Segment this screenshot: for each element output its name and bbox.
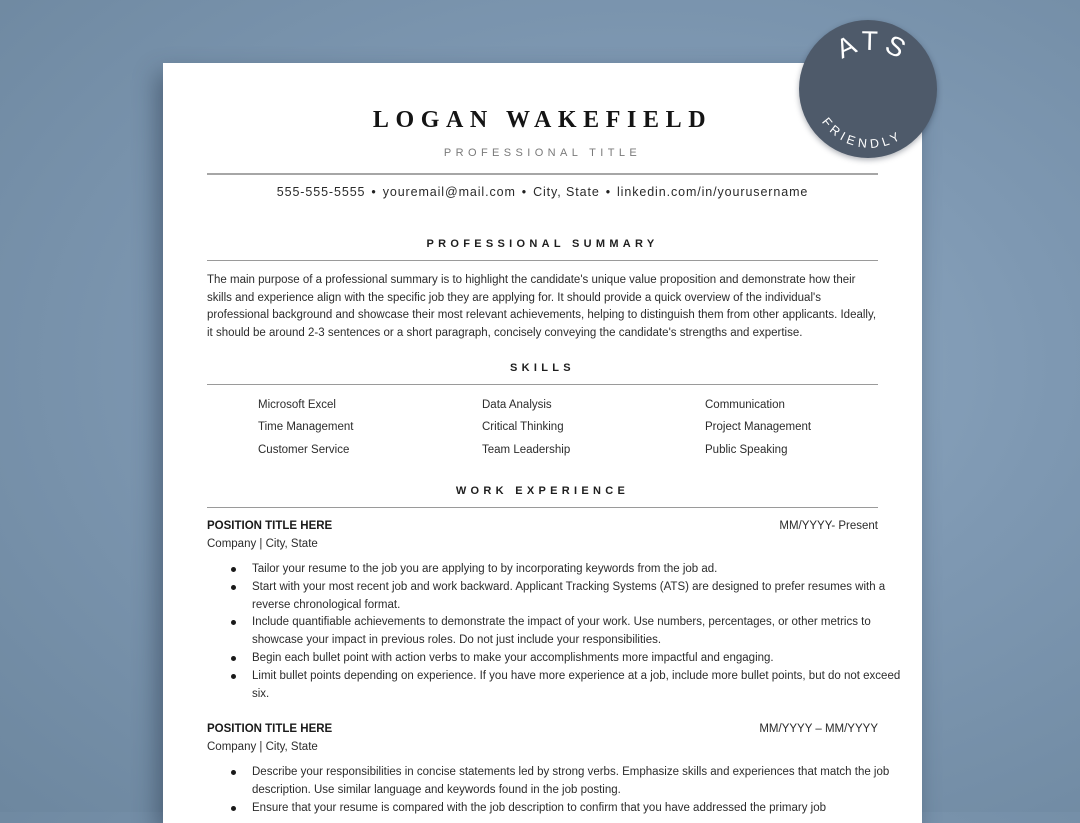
skill-item: Team Leadership xyxy=(482,444,571,456)
badge-friendly-text: FRIENDLY xyxy=(819,114,906,152)
ats-friendly-badge xyxy=(799,20,937,158)
skills-divider xyxy=(207,384,878,385)
badge-text-graphic xyxy=(799,20,937,158)
experience-divider xyxy=(207,507,878,508)
job-dates: MM/YYYY- Present xyxy=(779,520,878,532)
skill-item: Time Management xyxy=(258,421,354,433)
skill-item: Project Management xyxy=(705,421,812,433)
candidate-name: LOGAN WAKEFIELD xyxy=(372,107,713,133)
skill-item: Public Speaking xyxy=(705,444,788,456)
skill-item: Microsoft Excel xyxy=(258,399,336,411)
job-bullet-list xyxy=(229,561,904,703)
contact-separator: • xyxy=(521,185,528,199)
contact-linkedin: linkedin.com/in/yourusername xyxy=(616,185,809,199)
job-bullet: Begin each bullet point with action verbs to make your accomplishments more impactful and engaging. xyxy=(252,650,904,668)
skill-item: Communication xyxy=(705,399,785,411)
summary-text: The main purpose of a professional summary is to highlight the candidate's unique value proposition and demonstrate how their skills and experience align with the specific job they are applying for. It should provide a quick overview of the individual's professional background and showcase their most relevant achievements, helping to distinguish them from other applicants. Ideally, it should be around 2-3 sentences or a short paragraph, concisely conveying the candidate's strengths and expertise. xyxy=(207,274,877,339)
badge-ats-text: ATS xyxy=(831,25,915,67)
job-bullet: Tailor your resume to the job you are applying to by incorporating keywords from the job ad. xyxy=(252,561,904,579)
skill-item: Data Analysis xyxy=(482,399,552,411)
summary-heading: PROFESSIONAL SUMMARY xyxy=(426,238,659,250)
job-bullet: Limit bullet points depending on experience. If you have more experience at a job, include more bullet points, but do not exceed six. xyxy=(252,668,904,704)
header-divider xyxy=(207,173,878,175)
job-bullet: Start with your most recent job and work backward. Applicant Tracking Systems (ATS) are designed to prefer resumes with a reverse chronological format. xyxy=(252,579,904,615)
contact-separator: • xyxy=(605,185,611,199)
professional-title: PROFESSIONAL TITLE xyxy=(443,147,642,159)
job-company: Company | City, State xyxy=(207,741,318,753)
skills-heading: SKILLS xyxy=(510,362,575,374)
job-bullet: Ensure that your resume is compared with the job description to confirm that you have addressed the primary job xyxy=(252,800,904,818)
job-company: Company | City, State xyxy=(207,538,318,550)
contact-line xyxy=(163,185,922,199)
contact-phone: 555-555-5555 xyxy=(276,185,366,199)
job-bullet: Include quantifiable achievements to demonstrate the impact of your work. Use numbers, percentages, or other metrics to showcase your impact in previous roles. Do not just include your responsibilities. xyxy=(252,614,904,650)
job-bullet: Describe your responsibilities in concise statements led by strong verbs. Emphasize skills and experiences that match the job description. Use similar language and keywords found in the job posting. xyxy=(252,764,904,800)
contact-location: City, State xyxy=(533,185,600,199)
job-dates: MM/YYYY – MM/YYYY xyxy=(759,723,878,735)
job-bullet-list xyxy=(229,764,904,817)
contact-separator: • xyxy=(371,185,377,199)
contact-email: youremail@mail.com xyxy=(382,185,516,199)
resume-page xyxy=(163,63,922,823)
skill-item: Critical Thinking xyxy=(482,421,564,433)
job-title: POSITION TITLE HERE xyxy=(207,520,333,532)
skill-item: Customer Service xyxy=(258,444,350,456)
experience-heading: WORK EXPERIENCE xyxy=(455,485,630,497)
summary-divider xyxy=(207,260,878,261)
job-title: POSITION TITLE HERE xyxy=(207,723,333,735)
